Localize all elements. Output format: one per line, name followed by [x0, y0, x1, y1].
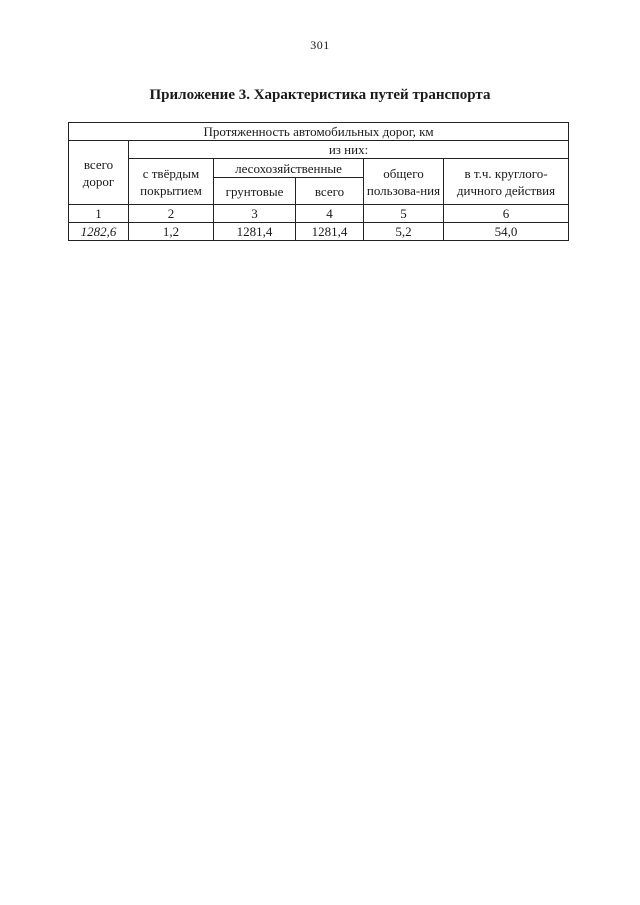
road-characteristics-table [68, 122, 569, 241]
cell-total-roads: 1282,6 [69, 223, 129, 241]
column-number: 5 [364, 205, 444, 223]
header-forestry: лесохозяйственные [214, 159, 364, 178]
column-number: 2 [129, 205, 214, 223]
header-of-them: из них: [129, 141, 569, 159]
document-title: Приложение 3. Характеристика путей транспорта [149, 87, 491, 103]
page-number: 301 [310, 38, 330, 52]
cell-all-year: 54,0 [444, 223, 569, 241]
table-main-header: Протяженность автомобильных дорог, км [69, 123, 569, 141]
column-number: 4 [296, 205, 364, 223]
table-row [69, 223, 569, 241]
column-number: 1 [69, 205, 129, 223]
column-number: 3 [214, 205, 296, 223]
column-number: 6 [444, 205, 569, 223]
header-forestry-total: всего [296, 178, 364, 205]
cell-forestry-dirt: 1281,4 [214, 223, 296, 241]
cell-forestry-total: 1281,4 [296, 223, 364, 241]
header-public-use: общего пользова-ния [364, 159, 444, 205]
header-all-year: в т.ч. круглого-дичного действия [444, 159, 569, 205]
header-forestry-dirt: грунтовые [214, 178, 296, 205]
header-hard-surface: с твёрдым покрытием [129, 159, 214, 205]
header-total-roads: всего дорог [69, 141, 129, 205]
cell-public-use: 5,2 [364, 223, 444, 241]
cell-hard-surface: 1,2 [129, 223, 214, 241]
